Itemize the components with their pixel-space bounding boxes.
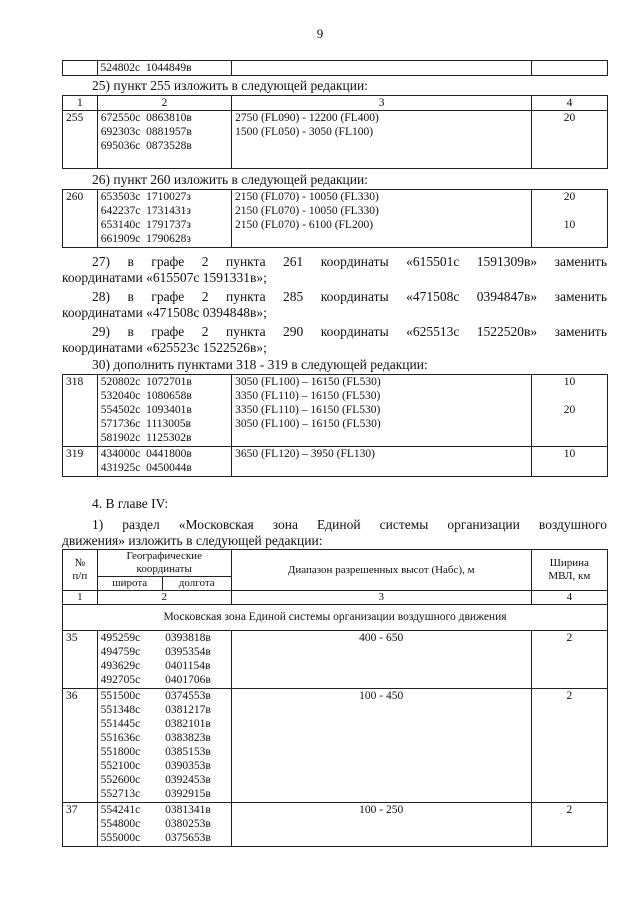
- col-header: 3: [232, 96, 532, 111]
- paragraph-1-line1: 1) раздел «Московская зона Единой системы организации воздушного: [92, 517, 607, 532]
- col-index: 4: [531, 591, 607, 605]
- coord-cell: 434000с 0441800в 431925с 0450044в: [97, 447, 231, 477]
- width-cell: 10: [532, 447, 608, 477]
- item-number: 35: [63, 631, 98, 689]
- col-index: 1: [63, 591, 98, 605]
- width-cell: 20 10: [532, 190, 608, 248]
- width-cell: 10 20: [532, 375, 608, 447]
- coord-cell: 672550с 0863810в 692303с 0881957в 695036с 0873528в: [97, 111, 231, 169]
- lon-cell: 0374553в 0381217в 0382101в 0383823в 0385153в 0390353в 0392453в 0392915в: [162, 689, 231, 803]
- paragraph-29-line1: 29) в графе 2 пункта 290 координаты «625513с 1522520в» заменить: [92, 324, 607, 339]
- altitude-cell: 100 - 450: [231, 689, 531, 803]
- altitude-cell: 100 - 250: [231, 803, 531, 847]
- paragraph-29-line2: координатами «625523с 1522526в»;: [62, 340, 267, 355]
- width-cell: 2: [531, 689, 607, 803]
- paragraph-28-line2: координатами «471508с 0394848в»;: [62, 305, 267, 320]
- paragraph-27-line1: 27) в графе 2 пункта 261 координаты «615501с 1591309в» заменить: [92, 254, 607, 269]
- width-cell: 20: [532, 111, 608, 169]
- page-number: 9: [316, 26, 324, 41]
- lat-cell: 554241с 554800с 555000с: [97, 803, 162, 847]
- col-index: 2: [97, 591, 231, 605]
- paragraph-27-line2: координатами «615507с 1591331в»;: [62, 270, 267, 285]
- chapter-heading: 4. В главе IV:: [92, 496, 169, 511]
- item-number: 36: [63, 689, 98, 803]
- lat-cell: 495259с 494759с 493629с 492705с: [97, 631, 162, 689]
- lon-cell: 0381341в 0380253в 0375653в: [162, 803, 231, 847]
- paragraph-28-line1: 28) в графе 2 пункта 285 координаты «471508с 0394847в» заменить: [92, 289, 607, 304]
- paragraph-25: 25) пункт 255 изложить в следующей редакции:: [92, 78, 368, 93]
- col-header: 1: [63, 96, 98, 111]
- col-header-geo: Географические координаты: [97, 550, 231, 577]
- paragraph-1-line2: движения» изложить в следующей редакции:: [62, 533, 323, 548]
- item-number: 260: [63, 190, 98, 248]
- coord-cell: 520802с 1072701в 532040с 1080658в 554502с 1093401в 571736с 1113005в 581902с 1125302в: [97, 375, 231, 447]
- lon-cell: 0393818в 0395354в 0401154в 0401706в: [162, 631, 231, 689]
- altitude-cell: 400 - 650: [231, 631, 531, 689]
- col-header-lon: долгота: [162, 577, 231, 591]
- coord-cell: 524802с 1044849в: [97, 61, 231, 76]
- item-number: 318: [63, 375, 98, 447]
- width-cell: 2: [531, 631, 607, 689]
- col-header: 2: [97, 96, 231, 111]
- col-header: 4: [532, 96, 608, 111]
- item-number: 37: [63, 803, 98, 847]
- zone-title: Московская зона Единой системы организации воздушного движения: [63, 605, 608, 631]
- coord-cell: 653503с 1710027з 642237с 1731431з 653140с 1791737з 661909с 1790628з: [97, 190, 231, 248]
- table-item-255: [62, 95, 608, 169]
- table-moscow-zone: [62, 549, 608, 847]
- col-index: 3: [231, 591, 531, 605]
- col-header-num: № п/п: [63, 550, 98, 591]
- table-continuation: [62, 60, 608, 76]
- table-items-318-319: [62, 374, 608, 477]
- item-number: 255: [63, 111, 98, 169]
- item-number: 319: [63, 447, 98, 477]
- altitude-cell: 2750 (FL090) - 12200 (FL400) 1500 (FL050) - 3050 (FL100): [232, 111, 532, 169]
- col-header-width: Ширина МВЛ, км: [531, 550, 607, 591]
- table-item-260: [62, 189, 608, 248]
- width-cell: 2: [531, 803, 607, 847]
- col-header-alt: Диапазон разрешенных высот (Набс), м: [231, 550, 531, 591]
- paragraph-30: 30) дополнить пунктами 318 - 319 в следующей редакции:: [92, 357, 428, 372]
- col-header-lat: широта: [97, 577, 162, 591]
- altitude-cell: 3050 (FL100) – 16150 (FL530) 3350 (FL110) – 16150 (FL530) 3350 (FL110) – 16150 (FL530) 3050 (FL100) – 16150 (FL530): [232, 375, 532, 447]
- altitude-cell: 2150 (FL070) - 10050 (FL330) 2150 (FL070) - 10050 (FL330) 2150 (FL070) - 6100 (FL200): [232, 190, 532, 248]
- altitude-cell: 3650 (FL120) – 3950 (FL130): [232, 447, 532, 477]
- lat-cell: 551500с 551348с 551445с 551636с 551800с 552100с 552600с 552713с: [97, 689, 162, 803]
- paragraph-26: 26) пункт 260 изложить в следующей редакции:: [92, 172, 368, 187]
